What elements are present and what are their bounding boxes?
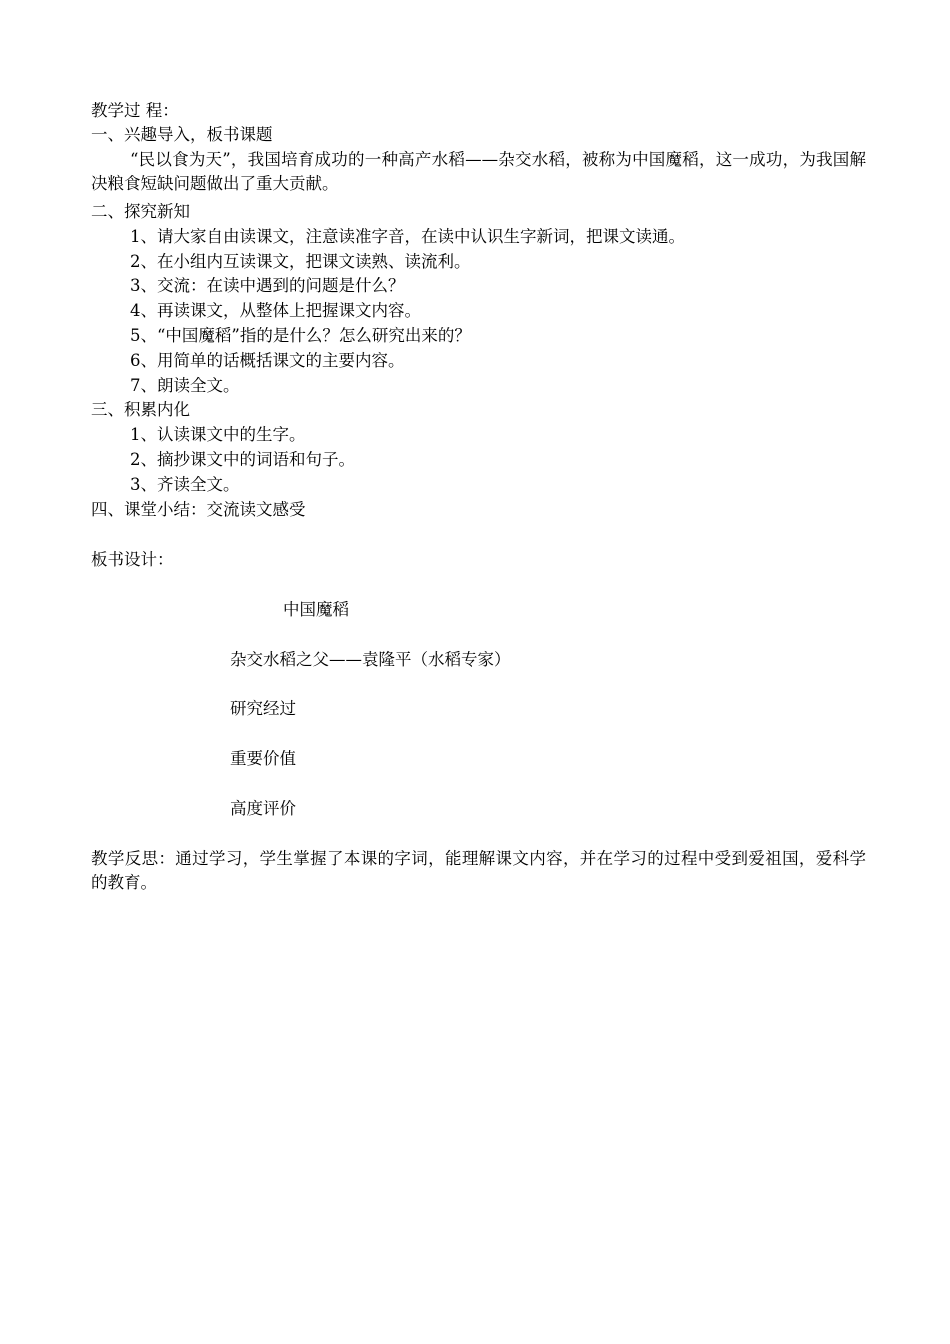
section-2-item: 6、用简单的话概括课文的主要内容。 — [130, 351, 405, 370]
board-item: 研究经过 — [230, 699, 296, 718]
section-2-item: 7、朗读全文。 — [130, 376, 240, 395]
process-heading: 教学过 程： — [91, 101, 179, 120]
section-2-item: 3、交流：在读中遇到的问题是什么？ — [130, 276, 405, 295]
board-item: 杂交水稻之父——袁隆平（水稻专家） — [230, 650, 511, 669]
section-3-item: 3、齐读全文。 — [130, 475, 240, 494]
section-2-item: 4、再读课文，从整体上把握课文内容。 — [130, 301, 421, 320]
board-title: 中国魔稻 — [283, 600, 349, 619]
section-2-item: 2、在小组内互读课文，把课文读熟、读流利。 — [130, 252, 471, 271]
section-2-item: 1、请大家自由读课文，注意读准字音，在读中认识生字新词，把课文读通。 — [130, 227, 685, 246]
board-item: 重要价值 — [230, 749, 296, 768]
board-item: 高度评价 — [230, 799, 296, 818]
board-heading: 板书设计： — [91, 550, 174, 569]
section-1-paragraph: “民以食为天”，我国培育成功的一种高产水稻——杂交水稻，被称为中国魔稻，这一成功，为我国解决粮食短缺问题做出了重大贡献。 — [91, 150, 866, 193]
reflection-paragraph: 教学反思：通过学习，学生掌握了本课的字词，能理解课文内容，并在学习的过程中受到爱祖国，爱科学的教育。 — [91, 849, 866, 892]
section-2-title: 二、探究新知 — [91, 202, 190, 221]
section-1-title: 一、兴趣导入，板书课题 — [91, 125, 273, 144]
section-4-title: 四、课堂小结：交流读文感受 — [91, 500, 306, 519]
section-3-title: 三、积累内化 — [91, 400, 190, 419]
section-2-item: 5、“中国魔稻”指的是什么？怎么研究出来的？ — [130, 326, 471, 345]
section-3-item: 2、摘抄课文中的词语和句子。 — [130, 450, 355, 469]
section-3-item: 1、认读课文中的生字。 — [130, 425, 306, 444]
